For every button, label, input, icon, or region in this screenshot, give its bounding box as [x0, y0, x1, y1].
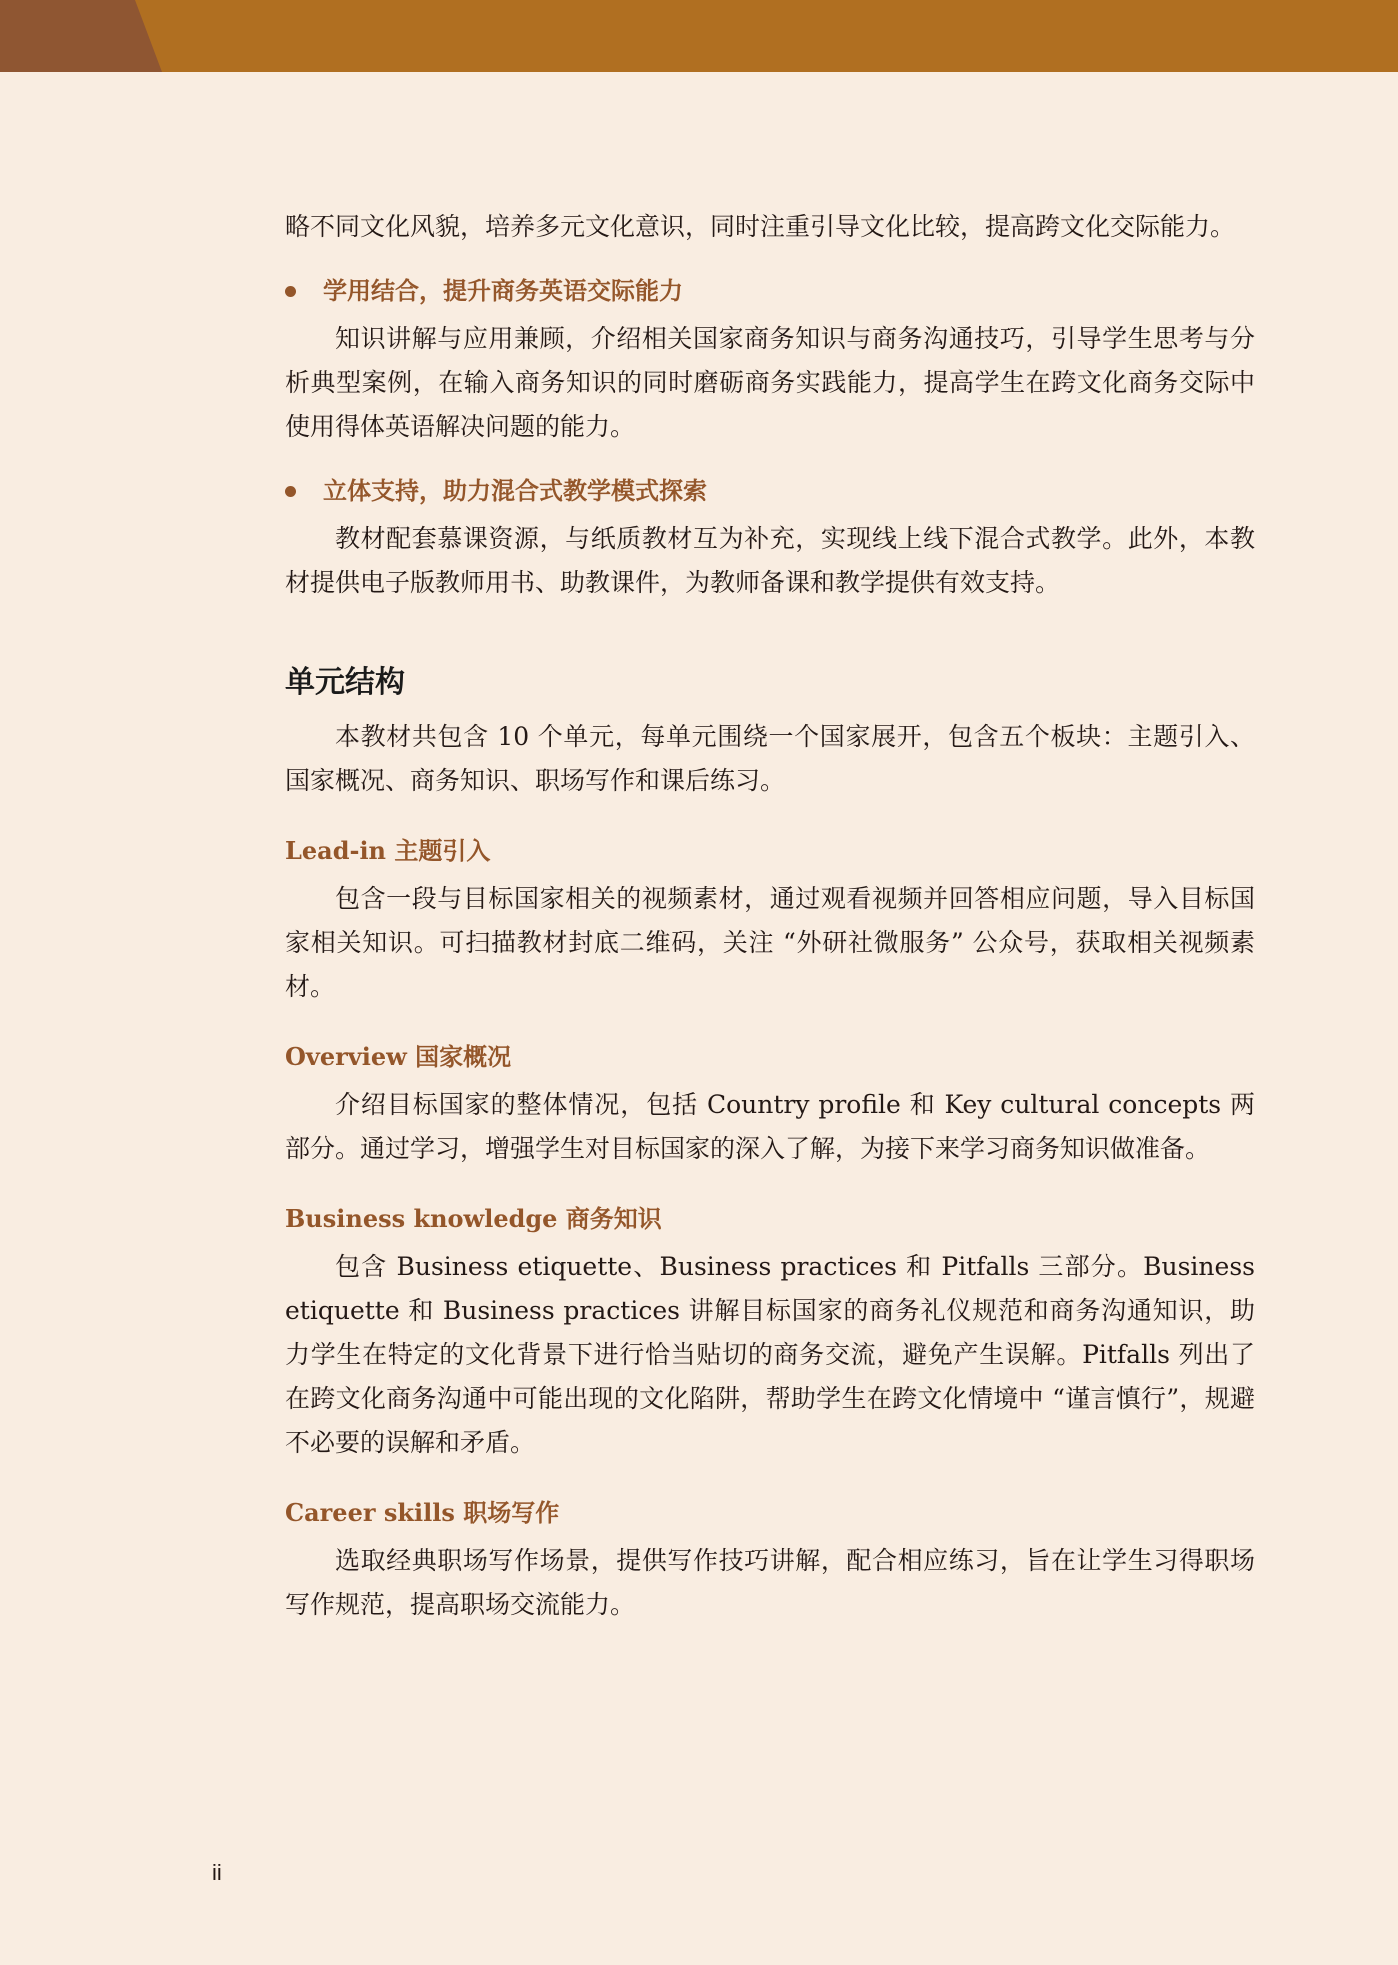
subsection-body-career-skills: 选取经典职场写作场景，提供写作技巧讲解，配合相应练习，旨在让学生习得职场写作规范，提高职场交流能力。 [285, 1546, 1255, 1619]
subsection-heading-lead-in: Lead-in 主题引入 [285, 836, 491, 865]
section-intro: 本教材共包含 10 个单元，每单元围绕一个国家展开，包含五个板块：主题引入、国家概况、商务知识、职场写作和课后练习。 [285, 722, 1255, 795]
bullet-dot-icon [285, 486, 296, 497]
feature-heading-text: 立体支持，助力混合式教学模式探索 [323, 476, 707, 505]
feature-item [285, 273, 1255, 449]
feature-body: 教材配套慕课资源，与纸质教材互为补充，实现线上线下混合式教学。此外，本教材提供电子版教师用书、助教课件，为教师备课和教学提供有效支持。 [285, 524, 1255, 597]
intro-paragraph: 略不同文化风貌，培养多元文化意识，同时注重引导文化比较，提高跨文化交际能力。 [285, 212, 1236, 241]
subsection-body-lead-in: 包含一段与目标国家相关的视频素材，通过观看视频并回答相应问题，导入目标国家相关知识。可扫描教材封底二维码，关注 “外研社微服务” 公众号，获取相关视频素材。 [285, 884, 1255, 1001]
subsection-heading-overview: Overview 国家概况 [285, 1042, 512, 1071]
subsection-heading-business-knowledge: Business knowledge 商务知识 [285, 1204, 662, 1233]
bullet-dot-icon [285, 286, 296, 297]
feature-heading-text: 学用结合，提升商务英语交际能力 [323, 276, 683, 305]
header-band [0, 0, 1398, 72]
feature-heading [285, 273, 1255, 309]
subsection-body-business-knowledge: 包含 Business etiquette、Business practices 和 Pitfalls 三部分。Business etiquette 和 Business practices 讲解目标国家的商务礼仪规范和商务沟通知识，助力学生在特定的文化背景下进行恰当贴切的商务交流，避免产生误解。Pitfalls 列出了在跨文化商务沟通中可能出现的文化陷阱，帮助学生在跨文化情境中 “谨言慎行”，规避不必要的误解和矛盾。 [285, 1252, 1255, 1457]
page-number: ii [212, 1860, 222, 1885]
page-content [285, 205, 1255, 1627]
header-corner-decoration [0, 0, 162, 72]
feature-heading [285, 473, 1255, 509]
subsection-body-overview: 介绍目标国家的整体情况，包括 Country profile 和 Key cultural concepts 两部分。通过学习，增强学生对目标国家的深入了解，为接下来学习商务知识做准备。 [285, 1090, 1255, 1163]
feature-body: 知识讲解与应用兼顾，介绍相关国家商务知识与商务沟通技巧，引导学生思考与分析典型案例，在输入商务知识的同时磨砺商务实践能力，提高学生在跨文化商务交际中使用得体英语解决问题的能力。 [285, 324, 1255, 441]
feature-item [285, 473, 1255, 605]
section-title: 单元结构 [285, 665, 405, 700]
subsection-heading-career-skills: Career skills 职场写作 [285, 1498, 560, 1527]
